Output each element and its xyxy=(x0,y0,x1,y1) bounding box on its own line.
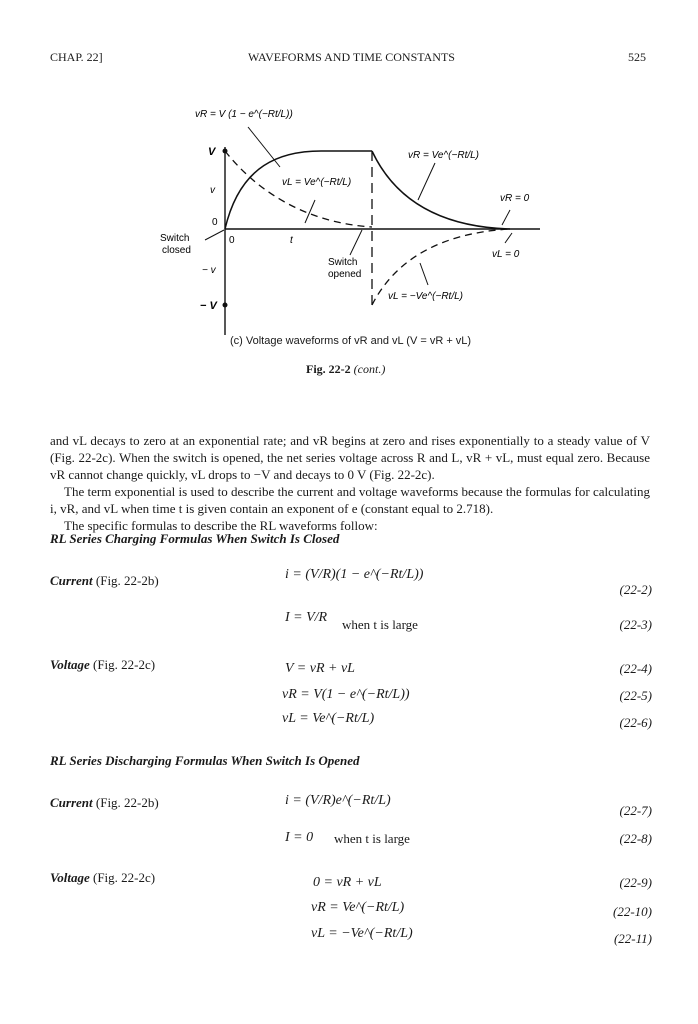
eq-22-3: I = V/R xyxy=(285,610,328,625)
label-vr-decay: vR = Ve^(−Rt/L) xyxy=(408,150,480,161)
eq-22-4-number: (22-4) xyxy=(619,661,652,676)
label-switch-closed-2: closed xyxy=(162,245,191,256)
label-switch-closed-1: Switch xyxy=(160,233,190,244)
label-switch-opened-1: Switch xyxy=(328,257,358,268)
v-min-dot xyxy=(223,303,228,308)
eq-22-6-number: (22-6) xyxy=(619,715,652,730)
paragraph-3: The specific formulas to describe the RL waveforms follow: xyxy=(64,518,378,533)
label-vr-rise: vR = V (1 − e^(−Rt/L)) xyxy=(195,109,293,120)
eq-22-2-number: (22-2) xyxy=(619,582,652,597)
voltage-label-charging: Voltage (Fig. 22-2c) xyxy=(50,657,156,672)
page-number: 525 xyxy=(628,50,646,64)
eq-22-2: i = (V/R)(1 − e^(−Rt/L)) xyxy=(285,567,424,582)
current-label-discharging: Current (Fig. 22-2b) xyxy=(50,795,159,810)
chapter-label: CHAP. 22] xyxy=(50,50,103,64)
pointer-vl-zero xyxy=(505,233,512,243)
eq-22-9-number: (22-9) xyxy=(619,875,652,890)
eq-22-9: 0 = vR + vL xyxy=(313,875,382,890)
label-vr-zero: vR = 0 xyxy=(500,193,530,204)
eq-22-7: i = (V/R)e^(−Rt/L) xyxy=(285,793,391,808)
figure-cont: (cont.) xyxy=(353,362,386,376)
pointer-switch-closed xyxy=(205,230,224,240)
body-text xyxy=(50,432,650,534)
section-discharging-heading: RL Series Discharging Formulas When Switch Is Opened xyxy=(50,753,360,768)
axis-label-origin: 0 xyxy=(229,235,235,246)
eq-22-11-number: (22-11) xyxy=(613,931,652,946)
eq-22-5-number: (22-5) xyxy=(619,688,652,703)
label-vl-zero: vL = 0 xyxy=(492,249,520,260)
running-title: WAVEFORMS AND TIME CONSTANTS xyxy=(248,50,455,64)
eq-22-3-condition: when t is large xyxy=(342,617,418,632)
current-label-charging: Current (Fig. 22-2b) xyxy=(50,573,159,588)
figure-caption xyxy=(306,362,385,377)
label-vl-neg: vL = −Ve^(−Rt/L) xyxy=(388,291,464,302)
vr-rise-curve xyxy=(225,151,372,229)
eq-22-3-number: (22-3) xyxy=(619,617,652,632)
paragraph-1: and vL decays to zero at an exponential rate; and vR begins at zero and rises exponentially to a steady value of V (Fig. 22-2c). When the switch is opened, the net series voltage across R and L, vR + vL, must equal zero. Because vR cannot change quickly, vL drops to −V and decays to 0 V (Fig. 22-2c). xyxy=(50,433,650,482)
vl-decay-curve xyxy=(225,151,372,227)
eq-22-5: vR = V(1 − e^(−Rt/L)) xyxy=(282,687,410,702)
vr-decay-curve xyxy=(372,151,510,229)
eq-22-10: vR = Ve^(−Rt/L) xyxy=(311,900,405,915)
eq-22-4: V = vR + vL xyxy=(285,661,355,676)
pointer-vr-decay xyxy=(418,163,435,200)
eq-22-8-number: (22-8) xyxy=(619,831,652,846)
axis-label-V: V xyxy=(208,146,216,158)
pointer-vl-neg xyxy=(420,263,428,285)
pointer-switch-opened xyxy=(350,230,362,255)
voltage-label-discharging: Voltage (Fig. 22-2c) xyxy=(50,870,156,885)
eq-22-11: vL = −Ve^(−Rt/L) xyxy=(311,926,413,941)
axis-label-neg-v: − v xyxy=(202,265,216,276)
axis-label-zero: 0 xyxy=(212,217,218,228)
label-vl-decay: vL = Ve^(−Rt/L) xyxy=(282,177,352,188)
eq-22-8: I = 0 xyxy=(285,830,314,845)
waveform-figure xyxy=(150,95,550,355)
eq-22-7-number: (22-7) xyxy=(619,803,652,818)
eq-22-6: vL = Ve^(−Rt/L) xyxy=(282,711,375,726)
figure-label: Fig. 22-2 xyxy=(306,362,351,376)
pointer-vl-decay xyxy=(305,200,315,223)
eq-22-8-condition: when t is large xyxy=(334,831,410,846)
pointer-vr-rise xyxy=(248,127,280,167)
axis-label-t: t xyxy=(290,235,293,246)
axis-label-v: v xyxy=(210,185,215,196)
label-switch-opened-2: opened xyxy=(328,269,362,280)
axis-label-neg-V: − V xyxy=(200,300,217,312)
figure-subcaption: (c) Voltage waveforms of vR and vL (V = vR + vL) xyxy=(230,335,472,347)
eq-22-10-number: (22-10) xyxy=(613,904,652,919)
pointer-vr-zero xyxy=(502,210,510,225)
paragraph-2: The term exponential is used to describe the current and voltage waveforms because the formulas for calculating i, vR, and vL when time t is given contain an exponent of e (constant equal to 2.718). xyxy=(50,484,650,516)
section-charging-heading: RL Series Charging Formulas When Switch Is Closed xyxy=(50,531,340,546)
